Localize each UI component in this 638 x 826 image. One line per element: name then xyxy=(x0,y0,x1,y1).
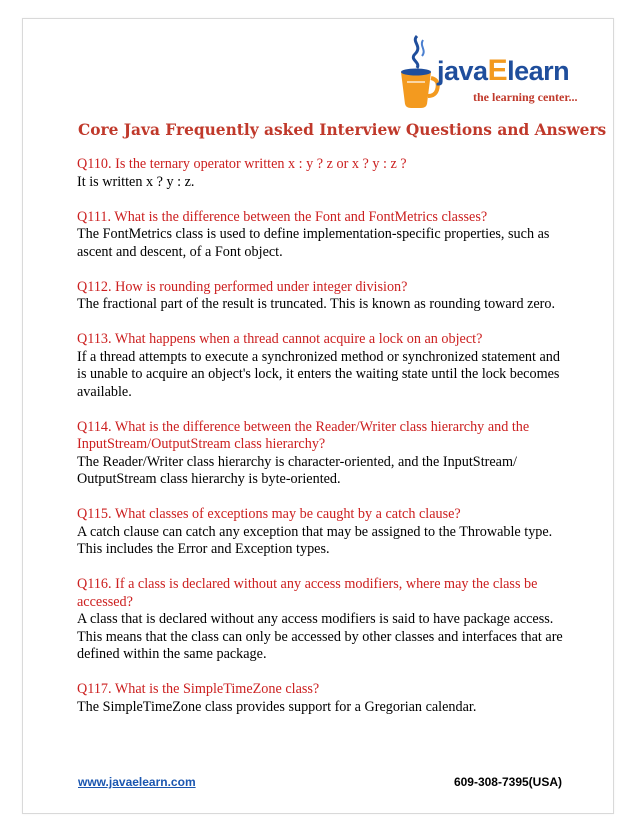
question: Q113. What happens when a thread cannot acquire a lock on an object? xyxy=(77,331,483,347)
logo-wordmark xyxy=(437,54,569,88)
question: Q117. What is the SimpleTimeZone class? xyxy=(77,681,320,697)
logo-java-text: java xyxy=(437,56,488,86)
qa-item xyxy=(77,419,567,489)
website-link[interactable]: www.javaelearn.com xyxy=(78,775,196,789)
logo xyxy=(393,32,578,114)
question: Q112. How is rounding performed under integer division? xyxy=(77,278,408,295)
answer: It is written x ? y : z. xyxy=(77,173,195,190)
coffee-cup-icon xyxy=(393,32,441,114)
logo-e-text: E xyxy=(487,54,508,87)
qa-item xyxy=(77,279,567,314)
logo-learn-text: learn xyxy=(507,56,570,86)
answer: If a thread attempts to execute a synchronized method or synchronized statement and is unable to acquire an object's lock, it enters the waiting state until the lock becomes available. xyxy=(77,348,560,400)
answer: The Reader/Writer class hierarchy is character-oriented, and the InputStream/ OutputStream class hierarchy is byte-oriented. xyxy=(77,453,517,487)
question: Q115. What classes of exceptions may be caught by a catch clause? xyxy=(77,506,461,522)
qa-list xyxy=(77,156,567,734)
qa-item xyxy=(77,156,567,191)
qa-item xyxy=(77,209,567,262)
answer: The SimpleTimeZone class provides support for a Gregorian calendar. xyxy=(77,698,477,715)
answer: A class that is declared without any access modifiers is said to have package access. This means that the class can only be accessed by other classes and interfaces that are defined within the same package. xyxy=(77,611,563,662)
answer: The fractional part of the result is truncated. This is known as rounding toward zero. xyxy=(77,296,556,312)
qa-item xyxy=(77,576,567,664)
page-title: Core Java Frequently asked Interview Questions and Answers xyxy=(78,121,607,139)
qa-item xyxy=(77,506,567,559)
question: Q114. What is the difference between the Reader/Writer class hierarchy and the InputStream/OutputStream class hierarchy? xyxy=(77,418,530,452)
footer xyxy=(78,775,562,789)
question: Q111. What is the difference between the Font and FontMetrics classes? xyxy=(77,208,488,225)
question: Q110. Is the ternary operator written x : y ? z or x ? y : z ? xyxy=(77,156,407,172)
question: Q116. If a class is declared without any access modifiers, where may the class be accessed? xyxy=(77,576,538,610)
phone-number: 609-308-7395(USA) xyxy=(453,775,562,789)
qa-item xyxy=(77,681,567,716)
answer: The FontMetrics class is used to define implementation-specific properties, such as ascent and descent, of a Font object. xyxy=(77,226,550,260)
logo-tagline: the learning center... xyxy=(473,90,578,104)
qa-item xyxy=(77,331,567,401)
answer: A catch clause can catch any exception that may be assigned to the Throwable type. This includes the Error and Exception types. xyxy=(77,523,553,557)
